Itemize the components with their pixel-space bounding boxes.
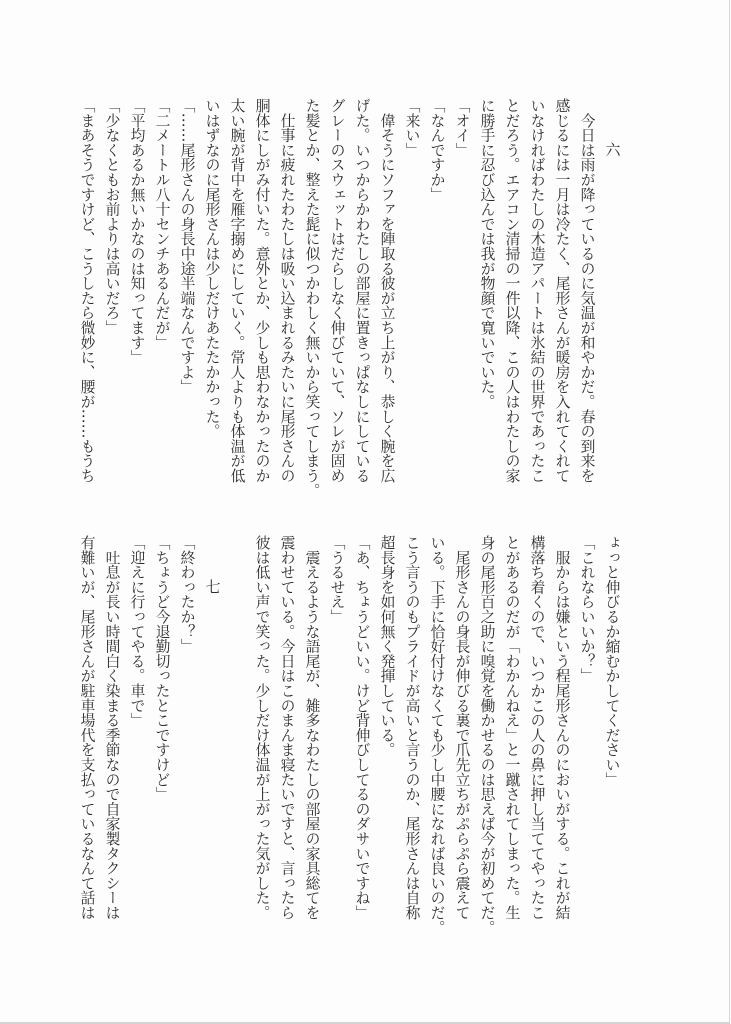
dialogue-column: 「……尾形さんの身長中途半端なんですよ」 bbox=[178, 98, 196, 394]
text-column: ょっと伸びるか縮むかしてください」 bbox=[603, 535, 621, 787]
dialogue-column: 「終わったか？」 bbox=[178, 535, 196, 654]
dialogue-column: 「二メートル八十センチあるんだが」 bbox=[153, 98, 171, 350]
text-column: 偉そうにソファを陣取る彼が立ち上がり、恭しく腕を広 bbox=[378, 98, 396, 483]
text-column: 彼は低い声で笑った。少しだけ体温が上がった気がした。 bbox=[253, 535, 271, 920]
chapter-heading-7: 七 bbox=[203, 579, 222, 594]
dialogue-column: 「迎えに行ってやる。車で」 bbox=[128, 535, 146, 728]
text-column: 震えるような語尾が、雑多なわたしの部屋の家具総てを bbox=[303, 535, 321, 920]
dialogue-column: 「なんですか」 bbox=[428, 98, 446, 202]
dialogue-column: 「少なくともお前よりは高いだろ」 bbox=[103, 98, 121, 335]
text-column: に勝手に忍び込んでは我が物顔で寛いでいた。 bbox=[478, 98, 496, 409]
dialogue-column: 「まあそうですけど、こうしたら微妙に、腰が……もうち bbox=[78, 98, 96, 483]
text-column: た髪とか、整えた髭に似つかわしく無いから笑ってしまう。 bbox=[303, 98, 321, 498]
dialogue-column: 「平均あるか無いかなのは知ってます」 bbox=[128, 98, 146, 365]
dialogue-column: 「あ、ちょうどいい。けど背伸びしてるのダサいですね」 bbox=[353, 535, 371, 920]
text-column: 構落ち着くので、いつかこの人の鼻に押し当ててやったこ bbox=[528, 535, 546, 920]
text-column: 吐息が長い時間白く染まる季節なので自家製タクシーは bbox=[103, 535, 121, 920]
chapter-heading-6: 六 bbox=[603, 142, 622, 157]
text-column: いなければわたしの木造アパートは氷結の世界であったこ bbox=[528, 98, 546, 483]
text-column: 太い腕が背中を雁字搦めにしていく。常人よりも体温が低 bbox=[228, 98, 246, 483]
text-column: とだろう。エアコン清掃の一件以降、この人はわたしの家 bbox=[503, 98, 521, 483]
text-column: いる。下手に恰好付けなくても少し中腰になれば良いのだ。 bbox=[428, 535, 446, 935]
text-column: こう言うのもプライドが高いと言うのか、尾形さんは自称 bbox=[403, 535, 421, 920]
text-column: とがあるのだが「わかんねえ」と一蹴されてしまった。生 bbox=[503, 535, 521, 920]
text-column: 感じるには一月は冷たく、尾形さんが暖房を入れてくれて bbox=[553, 98, 571, 483]
dialogue-column: 「うるせえ」 bbox=[328, 535, 346, 624]
text-column: 仕事に疲れたわたしは吸い込まれるみたいに尾形さんの bbox=[278, 98, 296, 483]
text-column: 震わせている。今日はこのまんま寝たいですと、言ったら bbox=[278, 535, 296, 920]
text-column: グレーのスウェットはだらしなく伸びていて、ソレが固め bbox=[328, 98, 346, 483]
text-column: いはずなのに尾形さんは少しだけあたたかかった。 bbox=[203, 98, 221, 439]
text-column: 服からは嫌という程尾形さんのにおいがする。これが結 bbox=[553, 535, 571, 920]
text-column: 身の尾形百之助に嗅覚を働かせるのは思えば今が初めてだ。 bbox=[478, 535, 496, 935]
dialogue-column: 「オイ」 bbox=[453, 98, 471, 158]
dialogue-column: 「これならいいか？」 bbox=[578, 535, 596, 683]
text-column: 有難いが、尾形さんが駐車場代を支払っているなんて話は bbox=[78, 535, 96, 920]
dialogue-column: 「来い」 bbox=[403, 98, 421, 158]
text-column: 今日は雨が降っているのに気温が和やかだ。春の到来を bbox=[578, 98, 596, 483]
dialogue-column: 「ちょうど今退勤切ったとこですけど」 bbox=[153, 535, 171, 802]
text-column: 超長身を如何無く発揮している。 bbox=[378, 535, 396, 757]
text-column: 胴体にしがみ付いた。意外とか、少しも思わなかったのか bbox=[253, 98, 271, 483]
text-column: げた。いつからかわたしの部屋に置きっぱなしにしている bbox=[353, 98, 371, 483]
text-column: 尾形さんの身長が伸びる裏で爪先立ちがぷらぷら震えて bbox=[453, 535, 471, 920]
